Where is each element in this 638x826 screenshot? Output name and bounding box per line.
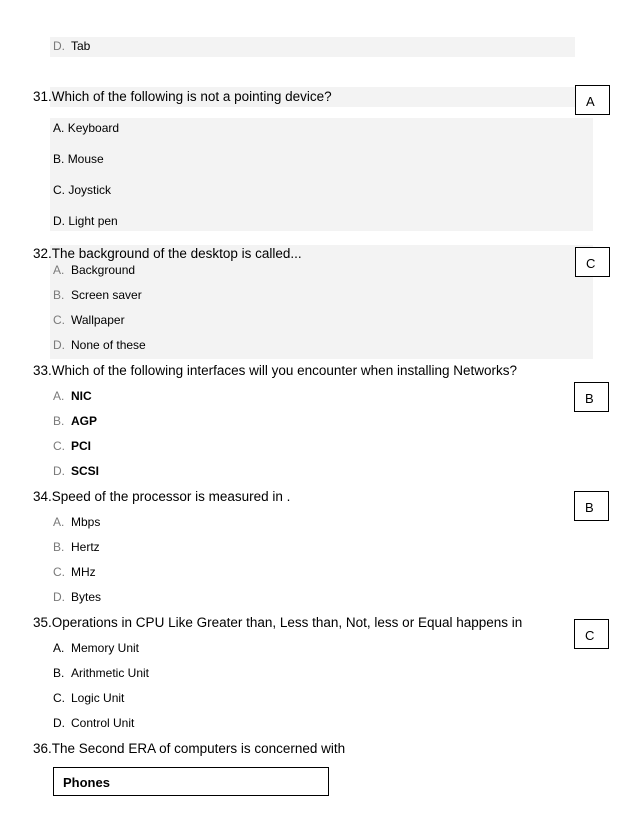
option-letter: C.	[53, 565, 65, 579]
q33-option-a	[53, 389, 92, 404]
option-text: NIC	[71, 389, 92, 403]
option-text: Hertz	[71, 540, 100, 554]
option-letter: C.	[53, 439, 65, 453]
option-text: Control Unit	[71, 716, 135, 730]
q34-option-a	[53, 515, 100, 530]
q31-option-d	[53, 214, 118, 229]
q35-option-c	[53, 691, 124, 706]
option-letter: A.	[53, 263, 65, 277]
q32-option-b	[53, 288, 142, 303]
q31-option-b	[53, 152, 104, 167]
option-text: AGP	[71, 414, 98, 428]
option-letter: A.	[53, 389, 65, 403]
option-text: None of these	[71, 338, 146, 352]
option-text: Joystick	[68, 183, 112, 197]
q36-stem: 36.The Second ERA of computers is concerned with	[33, 741, 346, 756]
option-letter: C.	[53, 691, 65, 705]
option-letter: D.	[53, 338, 65, 352]
q33-answer-box: B	[574, 382, 609, 412]
option-text: Mouse	[67, 152, 104, 166]
option-text: Bytes	[71, 590, 102, 604]
q34-stem: 34.Speed of the processor is measured in .	[33, 489, 291, 504]
option-text: MHz	[71, 565, 96, 579]
option-text: Arithmetic Unit	[71, 666, 150, 680]
option-letter: B.	[53, 152, 65, 166]
q31-options-shade	[50, 118, 593, 231]
q34-option-c	[53, 565, 96, 580]
option-letter: A.	[53, 641, 65, 655]
option-letter: B.	[53, 414, 65, 428]
q32-answer-box: C	[575, 247, 610, 277]
option-text: Screen saver	[71, 288, 142, 302]
option-text: Tab	[71, 39, 91, 53]
option-letter: B.	[53, 666, 65, 680]
option-text: Keyboard	[67, 121, 120, 135]
option-text: SCSI	[71, 464, 100, 478]
q35-stem: 35.Operations in CPU Like Greater than, Less than, Not, less or Equal happens in	[33, 615, 523, 630]
q35-option-a	[53, 641, 139, 656]
option-text: Light pen	[68, 214, 118, 228]
option-letter: D.	[53, 716, 65, 730]
q32-option-a	[53, 263, 135, 278]
option-letter: C.	[53, 183, 65, 197]
q32-option-d	[53, 338, 146, 353]
q34-answer-box: B	[574, 491, 609, 521]
q31-option-c	[53, 183, 111, 198]
option-letter: D.	[53, 464, 65, 478]
option-text: PCI	[71, 439, 92, 453]
option-text: Background	[71, 263, 136, 277]
option-letter: D.	[53, 214, 65, 228]
q32-stem: 32.The background of the desktop is called...	[33, 246, 302, 261]
q35-answer-box: C	[574, 619, 609, 649]
option-letter: D.	[53, 39, 65, 53]
q34-option-b	[53, 540, 100, 555]
q33-option-d	[53, 464, 99, 479]
q32-option-c	[53, 313, 125, 328]
option-text: Memory Unit	[71, 641, 140, 655]
q35-option-d	[53, 716, 134, 731]
option-text: Mbps	[71, 515, 101, 529]
q36-answer-box: Phones	[53, 767, 329, 796]
option-text: Logic Unit	[71, 691, 125, 705]
q30-option-shade	[50, 37, 575, 57]
option-text: Wallpaper	[71, 313, 125, 327]
option-letter: A.	[53, 121, 65, 135]
q31-option-a	[53, 121, 119, 136]
q33-option-c	[53, 439, 91, 454]
q30-option-d	[53, 39, 90, 54]
option-letter: B.	[53, 288, 65, 302]
option-letter: D.	[53, 590, 65, 604]
q35-option-b	[53, 666, 149, 681]
q31-answer-box: A	[575, 85, 610, 115]
option-letter: B.	[53, 540, 65, 554]
q31-stem: 31.Which of the following is not a pointing device?	[33, 89, 332, 104]
q33-stem: 33.Which of the following interfaces will you encounter when installing Networks?	[33, 363, 517, 378]
q34-option-d	[53, 590, 101, 605]
q33-option-b	[53, 414, 97, 429]
option-letter: C.	[53, 313, 65, 327]
option-letter: A.	[53, 515, 65, 529]
